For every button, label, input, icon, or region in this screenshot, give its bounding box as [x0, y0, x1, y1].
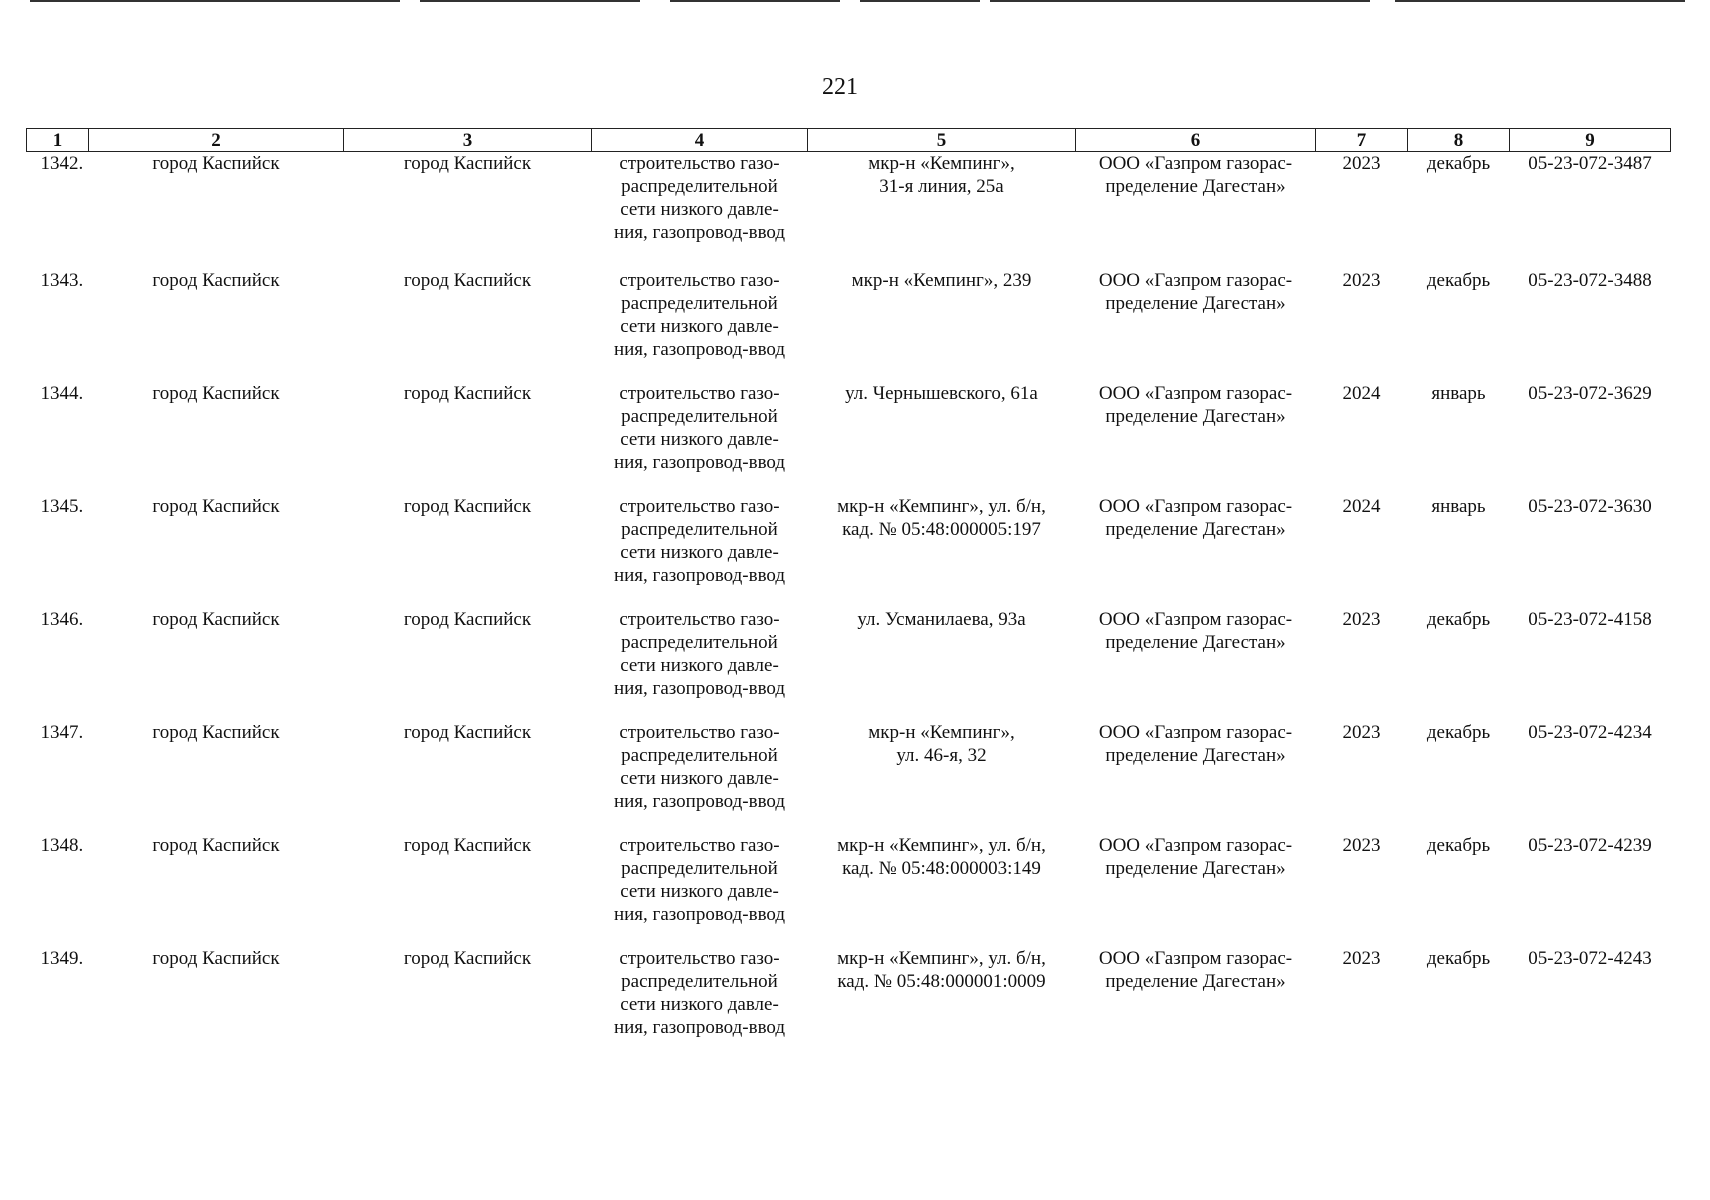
year-cell: 2024 — [1342, 383, 1381, 404]
year-cell: 2023 — [1342, 609, 1381, 630]
column-header: 5 — [808, 129, 1076, 152]
code-cell: 05-23-072-3629 — [1528, 383, 1652, 404]
column-header: 7 — [1316, 129, 1408, 152]
work-description-cell: строительство газо- распределительной сети низкого давле- ния, газопровод-ввод — [613, 496, 786, 586]
table-row — [27, 604, 1671, 717]
locality-cell: город Каспийск — [403, 270, 532, 291]
table-row — [27, 491, 1671, 604]
district-cell: город Каспийск — [152, 722, 280, 743]
work-description-cell: строительство газо- распределительной сети низкого давле- ния, газопровод-ввод — [613, 835, 786, 925]
year-cell: 2023 — [1342, 948, 1381, 969]
organization-cell: ООО «Газпром газорас- пределение Дагестан» — [1098, 270, 1293, 314]
address-cell: мкр-н «Кемпинг», ул. 46-я, 32 — [868, 722, 1015, 766]
month-cell: декабрь — [1426, 835, 1491, 856]
locality-cell: город Каспийск — [403, 496, 532, 517]
header-row — [27, 129, 1671, 152]
table-row — [27, 943, 1671, 1047]
district-cell: город Каспийск — [152, 383, 280, 404]
column-header: 2 — [89, 129, 344, 152]
column-header: 3 — [344, 129, 592, 152]
address-cell: мкр-н «Кемпинг», ул. б/н, кад. № 05:48:000001:0009 — [837, 948, 1046, 992]
code-cell: 05-23-072-3487 — [1528, 153, 1652, 174]
month-cell: декабрь — [1426, 153, 1491, 174]
code-cell: 05-23-072-4158 — [1528, 609, 1652, 630]
data-table — [26, 128, 1671, 1047]
year-cell: 2023 — [1342, 153, 1381, 174]
locality-cell: город Каспийск — [403, 722, 532, 743]
address-cell: ул. Чернышевского, 61а — [845, 383, 1038, 404]
month-cell: декабрь — [1426, 722, 1491, 743]
organization-cell: ООО «Газпром газорас- пределение Дагестан» — [1098, 948, 1293, 992]
table-row — [27, 265, 1671, 378]
table-row — [27, 717, 1671, 830]
work-description-cell: строительство газо- распределительной сети низкого давле- ния, газопровод-ввод — [613, 153, 786, 243]
work-description-cell: строительство газо- распределительной сети низкого давле- ния, газопровод-ввод — [613, 270, 786, 360]
work-description-cell: строительство газо- распределительной сети низкого давле- ния, газопровод-ввод — [613, 722, 786, 812]
page-number: 221 — [822, 74, 858, 100]
row-number: 1344. — [40, 383, 84, 404]
table-body — [27, 152, 1671, 1048]
address-cell: мкр-н «Кемпинг», 239 — [851, 270, 1032, 291]
month-cell: декабрь — [1426, 609, 1491, 630]
locality-cell: город Каспийск — [403, 609, 532, 630]
work-description-cell: строительство газо- распределительной сети низкого давле- ния, газопровод-ввод — [613, 948, 786, 1038]
top-scan-rule — [990, 0, 1370, 2]
district-cell: город Каспийск — [152, 948, 280, 969]
column-header: 8 — [1408, 129, 1510, 152]
code-cell: 05-23-072-3488 — [1528, 270, 1652, 291]
address-cell: мкр-н «Кемпинг», ул. б/н, кад. № 05:48:000003:149 — [837, 835, 1046, 879]
top-scan-rule — [30, 0, 400, 2]
row-number: 1348. — [40, 835, 84, 856]
organization-cell: ООО «Газпром газорас- пределение Дагестан» — [1098, 722, 1293, 766]
district-cell: город Каспийск — [152, 496, 280, 517]
row-number: 1345. — [40, 496, 84, 517]
column-header: 6 — [1076, 129, 1316, 152]
column-header: 1 — [27, 129, 89, 152]
code-cell: 05-23-072-4243 — [1528, 948, 1652, 969]
column-header: 4 — [592, 129, 808, 152]
row-number: 1342. — [40, 153, 84, 174]
district-cell: город Каспийск — [152, 270, 280, 291]
top-scan-rule — [1395, 0, 1685, 2]
district-cell: город Каспийск — [152, 835, 280, 856]
year-cell: 2023 — [1342, 835, 1381, 856]
month-cell: январь — [1431, 496, 1486, 517]
address-cell: ул. Усманилаева, 93а — [857, 609, 1026, 630]
month-cell: январь — [1431, 383, 1486, 404]
locality-cell: город Каспийск — [403, 835, 532, 856]
top-scan-rule — [670, 0, 840, 2]
table-row — [27, 378, 1671, 491]
code-cell: 05-23-072-4239 — [1528, 835, 1652, 856]
row-number: 1347. — [40, 722, 84, 743]
column-header: 9 — [1510, 129, 1671, 152]
organization-cell: ООО «Газпром газорас- пределение Дагестан» — [1098, 496, 1293, 540]
district-cell: город Каспийск — [152, 153, 280, 174]
organization-cell: ООО «Газпром газорас- пределение Дагестан» — [1098, 835, 1293, 879]
locality-cell: город Каспийск — [403, 383, 532, 404]
organization-cell: ООО «Газпром газорас- пределение Дагестан» — [1098, 383, 1293, 427]
year-cell: 2023 — [1342, 722, 1381, 743]
organization-cell: ООО «Газпром газорас- пределение Дагестан» — [1098, 153, 1293, 197]
locality-cell: город Каспийск — [403, 153, 532, 174]
month-cell: декабрь — [1426, 270, 1491, 291]
locality-cell: город Каспийск — [403, 948, 532, 969]
address-cell: мкр-н «Кемпинг», ул. б/н, кад. № 05:48:000005:197 — [837, 496, 1046, 540]
table-row — [27, 152, 1671, 266]
row-number: 1349. — [40, 948, 84, 969]
code-cell: 05-23-072-3630 — [1528, 496, 1652, 517]
row-number: 1343. — [40, 270, 84, 291]
year-cell: 2023 — [1342, 270, 1381, 291]
work-description-cell: строительство газо- распределительной сети низкого давле- ния, газопровод-ввод — [613, 383, 786, 473]
code-cell: 05-23-072-4234 — [1528, 722, 1652, 743]
organization-cell: ООО «Газпром газорас- пределение Дагестан» — [1098, 609, 1293, 653]
district-cell: город Каспийск — [152, 609, 280, 630]
top-scan-rule — [860, 0, 980, 2]
row-number: 1346. — [40, 609, 84, 630]
work-description-cell: строительство газо- распределительной сети низкого давле- ния, газопровод-ввод — [613, 609, 786, 699]
year-cell: 2024 — [1342, 496, 1381, 517]
table-row — [27, 830, 1671, 943]
month-cell: декабрь — [1426, 948, 1491, 969]
address-cell: мкр-н «Кемпинг», 31-я линия, 25а — [868, 153, 1015, 197]
top-scan-rule — [420, 0, 640, 2]
